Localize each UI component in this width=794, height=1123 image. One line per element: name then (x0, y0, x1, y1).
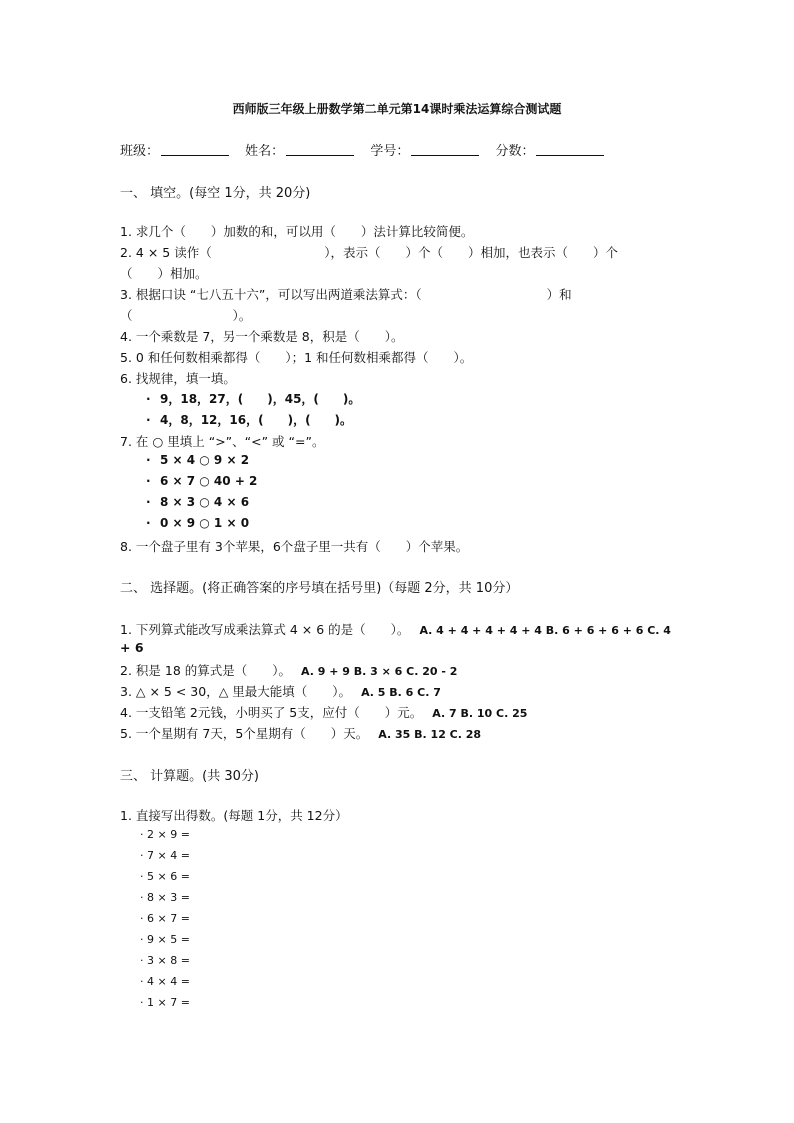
s2-q1-options: A. 4 + 4 + 4 + 4 + 4 B. 6 + 6 + 6 + 6 C. 4 (419, 624, 671, 637)
s1-q7-item (146, 453, 249, 467)
s1-question-6: 6. 找规律，填一填。 (120, 371, 236, 386)
s1-question-4: 4. 一个乘数是 7，另一个乘数是 8，积是（ ）。 (120, 329, 404, 344)
s2-q2-options: A. 9 + 9 B. 3 × 6 C. 20 - 2 (301, 665, 458, 678)
s1-q6-item-text: 4，8，12，16，( )，( )。 (160, 413, 353, 427)
bullet-icon: · (146, 392, 151, 406)
s1-q6-item (146, 411, 352, 428)
s1-question-5: 5. 0 和任何数相乘都得（ ）；1 和任何数相乘都得（ ）。 (120, 350, 473, 365)
s3-calc-item: · 1 × 7 = (140, 996, 190, 1009)
s1-question-1: 1. 求几个（ ）加数的和，可以用（ ）法计算比较简便。 (120, 224, 474, 239)
s3-calc-item: · 5 × 6 = (140, 870, 190, 883)
s1-question-7: 7. 在 ○ 里填上 “>”、“<” 或 “=”。 (120, 434, 325, 449)
id-label: 学号： (370, 144, 410, 159)
s1-q7-item-text: 0 × 9 ○ 1 × 0 (160, 516, 250, 530)
id-field[interactable] (370, 140, 479, 159)
s1-q6-item (146, 390, 360, 407)
s2-question-3 (120, 682, 441, 700)
bullet-icon: · (146, 495, 151, 509)
s3-question-1: 1. 直接写出得数。(每题 1分，共 12分） (120, 808, 348, 823)
class-label: 班级： (120, 144, 160, 159)
s1-question-8: 8. 一个盘子里有 3个苹果，6个盘子里一共有（ ）个苹果。 (120, 539, 469, 554)
page-title: 西师版三年级上册数学第二单元第14课时乘法运算综合测试题 (232, 102, 562, 116)
s2-question-1-cont: + 6 (120, 640, 144, 655)
name-field[interactable] (245, 140, 354, 159)
s3-calc-item: · 3 × 8 = (140, 954, 190, 967)
section-1-heading: 一、 填空。(每空 1分，共 20分) (120, 186, 311, 201)
s1-question-3-line-1: 3. 根据口诀 “七八五十六”，可以写出两道乘法算式：（ ）和 (120, 287, 572, 302)
s3-calc-item: · 8 × 3 = (140, 891, 190, 904)
score-field[interactable] (495, 140, 604, 159)
s3-calc-item: · 4 × 4 = (140, 975, 190, 988)
section-3-heading: 三、 计算题。(共 30分) (120, 769, 259, 784)
s1-q7-item-text: 5 × 4 ○ 9 × 2 (160, 453, 250, 467)
name-blank[interactable] (286, 145, 354, 156)
s2-q3-text: 3. △ × 5 < 30，△ 里最大能填（ ）。 (120, 684, 352, 699)
s1-q7-item-text: 6 × 7 ○ 40 + 2 (160, 474, 258, 488)
bullet-icon: · (146, 474, 151, 488)
bullet-icon: · (146, 453, 151, 467)
score-blank[interactable] (536, 145, 604, 156)
s2-q4-text: 4. 一支铅笔 2元钱，小明买了 5支，应付（ ）元。 (120, 705, 423, 720)
s1-question-2-line-2: （ ）相加。 (120, 266, 208, 281)
s2-question-1 (120, 620, 671, 638)
s1-q6-item-text: 9，18，27，( )，45，( )。 (160, 392, 361, 406)
s2-q1-text: 1. 下列算式能改写成乘法算式 4 × 6 的是（ ）。 (120, 622, 410, 637)
s2-q2-text: 2. 积是 18 的算式是（ ）。 (120, 663, 292, 678)
s1-question-3-line-2: （ ）。 (120, 308, 252, 323)
s2-question-4 (120, 703, 527, 721)
s1-q7-item-text: 8 × 3 ○ 4 × 6 (160, 495, 250, 509)
s1-question-2-line-1: 2. 4 × 5 读作（ ），表示（ ）个（ ）相加，也表示（ ）个 (120, 245, 618, 260)
s2-q3-options: A. 5 B. 6 C. 7 (361, 686, 441, 699)
s3-calc-item: · 6 × 7 = (140, 912, 190, 925)
s1-q7-item (146, 516, 249, 530)
s3-calc-item: · 9 × 5 = (140, 933, 190, 946)
s3-calc-item: · 7 × 4 = (140, 849, 190, 862)
s2-question-5 (120, 724, 481, 742)
s1-q7-item (146, 474, 257, 488)
bullet-icon: · (146, 413, 151, 427)
s2-q5-options: A. 35 B. 12 C. 28 (378, 728, 482, 741)
s2-q4-options: A. 7 B. 10 C. 25 (432, 707, 528, 720)
student-info-row (120, 140, 616, 159)
name-label: 姓名： (245, 144, 285, 159)
section-2-heading: 二、 选择题。(将正确答案的序号填在括号里)（每题 2分，共 10分） (120, 581, 519, 596)
class-field[interactable] (120, 140, 229, 159)
class-blank[interactable] (161, 145, 229, 156)
s1-q7-item (146, 495, 249, 509)
s2-question-2 (120, 661, 457, 679)
s3-calc-item: · 2 × 9 = (140, 828, 190, 841)
score-label: 分数： (495, 144, 535, 159)
bullet-icon: · (146, 516, 151, 530)
id-blank[interactable] (411, 145, 479, 156)
s2-q5-text: 5. 一个星期有 7天，5个星期有（ ）天。 (120, 726, 369, 741)
